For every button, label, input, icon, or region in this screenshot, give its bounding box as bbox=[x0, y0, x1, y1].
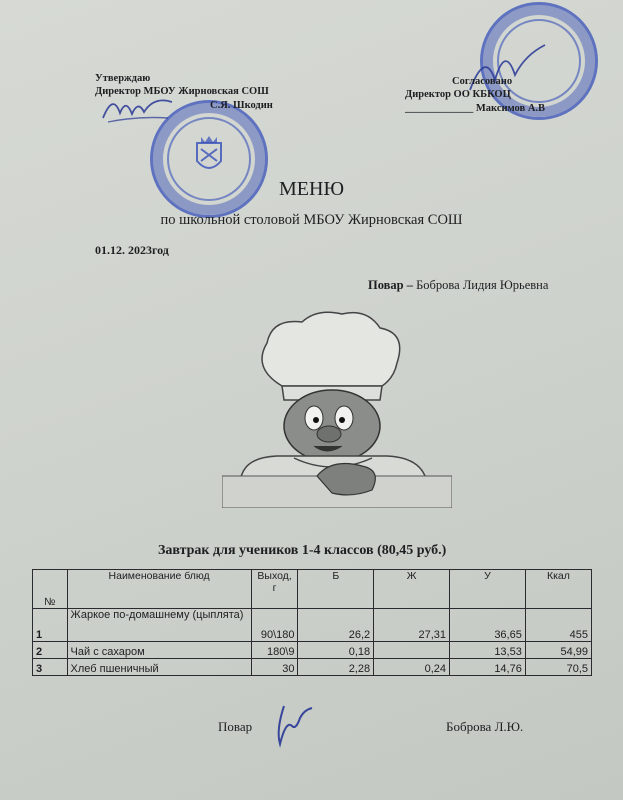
table-row bbox=[33, 609, 592, 642]
cook-signature-icon bbox=[262, 700, 322, 750]
footer-cook-name: Боброва Л.Ю. bbox=[446, 719, 524, 734]
menu-table bbox=[32, 569, 592, 676]
cook-line bbox=[368, 278, 548, 293]
dish-kcal: 70,5 bbox=[525, 659, 591, 676]
dish-name: Чай с сахаром bbox=[67, 642, 251, 659]
col-fat: Ж bbox=[374, 570, 450, 609]
page-title: МЕНЮ bbox=[279, 178, 344, 200]
row-number: 3 bbox=[33, 659, 68, 676]
dish-fat: 27,31 bbox=[374, 609, 450, 642]
col-protein: Б bbox=[298, 570, 374, 609]
agree-label: Согласовано bbox=[452, 76, 513, 87]
col-number: № bbox=[33, 570, 68, 609]
dish-carbs: 14,76 bbox=[450, 659, 526, 676]
agree-name: _____________ Максимов А.В bbox=[405, 103, 546, 114]
coat-of-arms-icon bbox=[189, 133, 229, 179]
row-number: 2 bbox=[33, 642, 68, 659]
dish-output: 90\180 bbox=[251, 609, 298, 642]
approve-director: Директор МБОУ Жирновская СОШ bbox=[95, 86, 269, 97]
table-row bbox=[33, 659, 592, 676]
table-row bbox=[33, 642, 592, 659]
cook-label: Повар – bbox=[368, 278, 413, 292]
dish-fat bbox=[374, 642, 450, 659]
dish-output: 30 bbox=[251, 659, 298, 676]
dish-name: Хлеб пшеничный bbox=[67, 659, 251, 676]
agree-director: Директор ОО КБКОЦ bbox=[405, 89, 511, 100]
menu-date: 01.12. 2023год bbox=[95, 243, 169, 257]
dish-kcal: 455 bbox=[525, 609, 591, 642]
footer-cook-label: Повар bbox=[218, 719, 253, 734]
col-output: Выход, г bbox=[251, 570, 298, 609]
dish-fat: 0,24 bbox=[374, 659, 450, 676]
approve-name: С.Я. Шкодин bbox=[210, 100, 273, 111]
meal-title: Завтрак для учеников 1-4 классов (80,45 руб.) bbox=[158, 543, 447, 558]
chef-illustration-icon bbox=[222, 308, 452, 508]
col-carbs: У bbox=[450, 570, 526, 609]
dish-kcal: 54,99 bbox=[525, 642, 591, 659]
dish-carbs: 36,65 bbox=[450, 609, 526, 642]
dish-protein: 0,18 bbox=[298, 642, 374, 659]
dish-protein: 2,28 bbox=[298, 659, 374, 676]
dish-name: Жаркое по-домашнему (цыплята) bbox=[67, 609, 251, 642]
dish-carbs: 13,53 bbox=[450, 642, 526, 659]
col-dish-name: Наименование блюд bbox=[67, 570, 251, 609]
col-kcal: Ккал bbox=[525, 570, 591, 609]
table-header-row bbox=[33, 570, 592, 609]
approve-label: Утверждаю bbox=[95, 73, 151, 84]
page-subtitle: по школьной столовой МБОУ Жирновская СОШ bbox=[160, 212, 463, 228]
dish-output: 180\9 bbox=[251, 642, 298, 659]
cook-name: Боброва Лидия Юрьевна bbox=[416, 278, 549, 292]
row-number: 1 bbox=[33, 609, 68, 642]
dish-protein: 26,2 bbox=[298, 609, 374, 642]
